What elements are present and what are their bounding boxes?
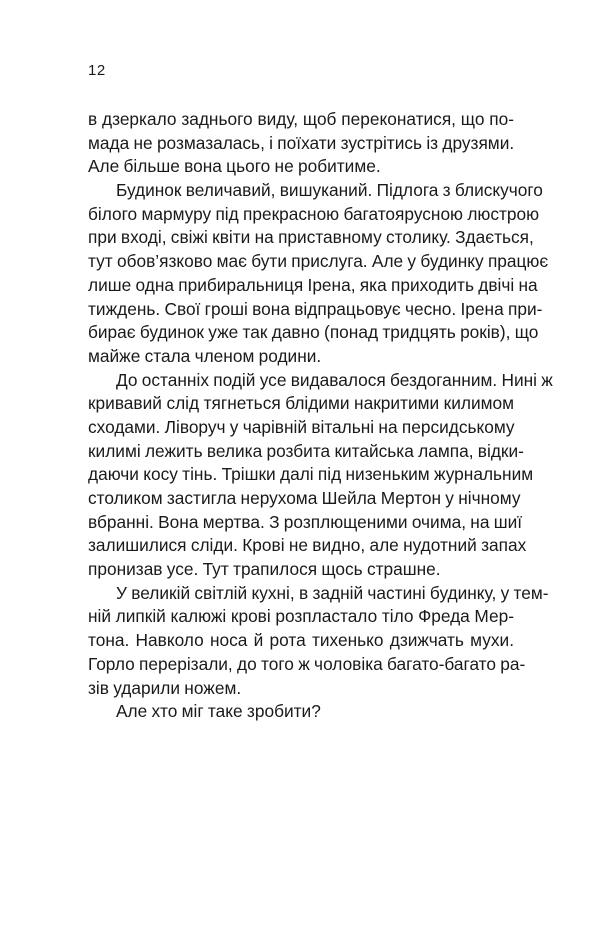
text-line: столиком застигла нерухома Шейла Мертон у нічному [88, 488, 521, 508]
text-line: кривавий слід тягнеться блідими накритими килимом [88, 393, 514, 414]
text-line: тона. Навколо носа й рота тихенько дзижчать мухи. [88, 630, 514, 651]
text-line: мада не розмазалась, і поїхати зустрітись із друзями. [88, 132, 515, 153]
text-line: Горло перерізали, до того ж чоловіка багато-багато ра- [88, 653, 526, 674]
text-line: залишилися сліди. Крові не видно, але нудотний запах [88, 535, 527, 556]
text-line: білого мармуру під прекрасною багатоярусною люстрою [88, 203, 540, 224]
text-line: ній липкій калюжі крові розпластало тіло Фреда Мер- [88, 606, 514, 627]
text-line: Але більше вона цього не робитиме. [88, 156, 381, 177]
text-line: бирає будинок уже так давно (понад тридцять років), що [88, 322, 539, 343]
text-line: даючи косу тінь. Трішки далі під низеньким журнальним [88, 464, 534, 485]
text-line: лише одна прибиральниця Ірена, яка приходить двічі на [88, 274, 538, 295]
text-line: До останніх подій усе видавалося бездоганним. Нині ж [116, 369, 553, 390]
text-line: тиждень. Свої гроші вона відпрацьовує чесно. Ірена при- [88, 298, 543, 319]
text-line: У великій світлій кухні, в задній частині будинку, у тем- [116, 582, 549, 603]
page-number: 12 [88, 62, 106, 79]
text-line: Будинок величавий, вишуканий. Підлога з блискучого [116, 180, 543, 201]
text-line: тут обов’язково має бути прислуга. Але у будинку працює [88, 251, 549, 272]
text-line: килимі лежить велика розбита китайська лампа, відки- [88, 440, 524, 461]
text-line: сходами. Ліворуч у чарівній вітальні на перcидському [88, 416, 515, 437]
text-line: Але хто міг таке зробити? [116, 701, 321, 722]
text-line: пронизав усе. Тут трапилося щось страшне. [88, 559, 441, 580]
text-line: в дзеркало заднього виду, щоб переконатися, що по- [88, 109, 514, 129]
text-line: майже стала членом родини. [88, 345, 322, 366]
body-text [88, 108, 553, 724]
text-line: зів ударили ножем. [88, 677, 242, 698]
text-line: при вході, свіжі квіти на приставному столику. Здається, [88, 227, 534, 248]
text-line: вбранні. Вона мертва. З розплющеними очима, на шиї [88, 511, 523, 532]
